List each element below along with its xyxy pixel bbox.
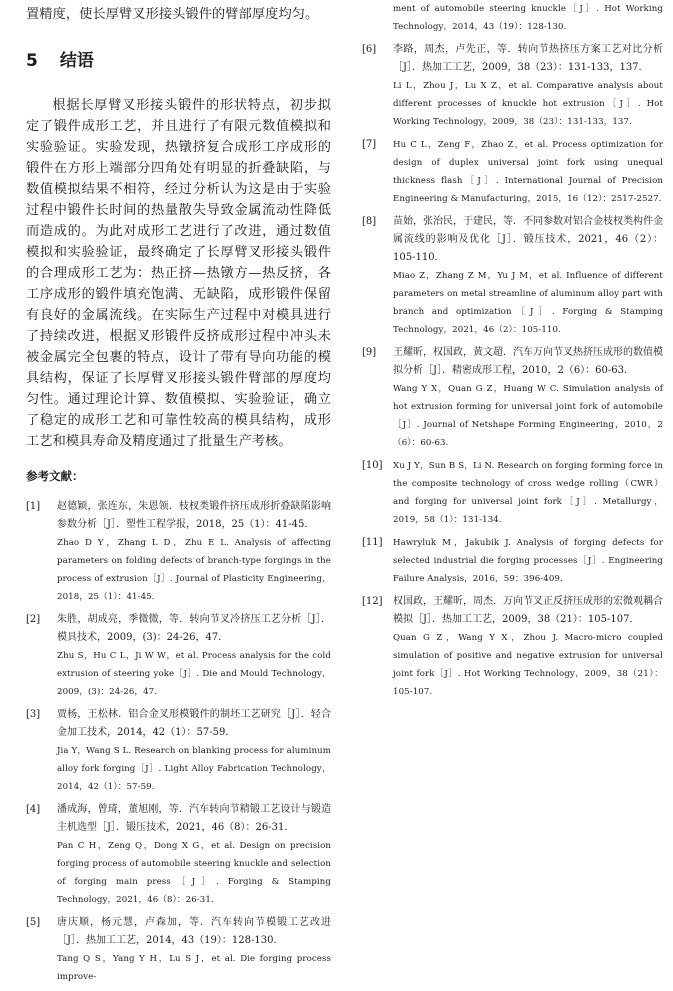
reference-number: [8] <box>362 216 377 227</box>
reference-en: Jia Y，Wang S L. Research on blanking process for aluminum alloy fork forging［J］. Light Alloy Fabrication Technology，2014，42（1）：57-59. <box>57 746 331 792</box>
section-title: 结语 <box>59 51 94 71</box>
section-number: 5 <box>26 51 38 71</box>
reference-number: [9] <box>362 347 377 358</box>
reference-continuation <box>362 0 663 36</box>
reference-en: Hu C L，Zeng F，Zhao Z，et al. Process optimization for design of duplex universal joint fork using unequal thickness flash［J］. International Journal of Precision Engineering & Manufacturing，2015，16（12）：2517-2527. <box>393 140 663 204</box>
reference-item <box>362 534 663 588</box>
reference-number: [3] <box>26 709 41 720</box>
reference-en: Tang Q S，Yang Y H，Lu S J，et al. Die forging process improve- <box>57 954 331 982</box>
reference-item <box>26 801 331 909</box>
reference-number: [11] <box>362 537 383 548</box>
reference-item <box>26 611 331 701</box>
reference-en: Xu J Y，Sun B S，Li N. Research on forging forming force in the composite technology of cross wedge rolling（CWR）and forging for universal joint fork［J］. Metallurgy，2019，58（1）：131-134. <box>393 461 663 525</box>
references-heading: 参考文献： <box>26 469 84 483</box>
reference-item <box>362 136 663 208</box>
reference-cn: 唐庆顺，杨元慧，卢森加，等．汽车转向节模锻工艺改进［J］．热加工工艺，2014，43（19）：128-130． <box>57 917 331 946</box>
reference-cn: 赵德颖，张连东，朱恩领．枝杈类锻件挤压成形折叠缺陷影响参数分析［J］．塑性工程学报，2018，25（1）：41-45． <box>57 501 331 530</box>
reference-item <box>362 41 663 131</box>
references-left-list <box>26 498 331 986</box>
top-line: 置精度，使长厚臂叉形接头锻件的臂部厚度均匀。 <box>26 7 319 22</box>
right-column <box>362 0 663 706</box>
conclusion-paragraph: 根据长厚臂叉形接头锻件的形状特点，初步拟定了锻件成形工艺，并且进行了有限元数值模拟和实验验证。实验发现，热镦挤复合成形工序成形的锻件在方形上端部分四角处有明显的折叠缺陷，与数值模拟结果不相符，经过分析认为这是由于实验过程中锻件长时间的热量散失导致金属流动性降低而造成的。为此对成形工艺进行了改进，通过数值模拟和实验验证，最终确定了长厚臂叉形接头锻件的合理成形工艺为：热正挤—热镦方—热反挤，各工序成形的锻件填充饱满、无缺陷，成形锻件保留有良好的金属流线。在实际生产过程中对模具进行了持续改进，根据叉形锻件反挤成形过程中冲头未被金属完全包裹的特点，设计了带有导向功能的模具结构，保证了长厚臂叉形接头锻件臂部的厚度均匀性。通过理论计算、数值模拟、实验验证，确立了稳定的成形工艺和可靠性较高的模具结构，成形工艺和模具寿命及精度通过了批量生产考核。 <box>26 98 331 449</box>
reference-cn: 潘成海，曾琦，董旭刚，等．汽车转向节精锻工艺设计与锻造主机选型［J］．锻压技术，2021，46（8）：26-31． <box>57 804 331 833</box>
section-heading <box>26 49 331 73</box>
reference-number: [1] <box>26 501 41 512</box>
reference-cn: 李路，周杰，卢先正，等．转向节热挤压方案工艺对比分析［J］．热加工工艺，2009，38（23）：131-133，137． <box>393 44 663 73</box>
reference-number: [7] <box>362 139 377 150</box>
reference-en: Pan C H，Zeng Q，Dong X G，et al. Design on precision forging process of automobile steering knuckle and selection of forging main press［J］. Forging & Stamping Technology，2021，46（8）：26-31. <box>57 841 331 905</box>
reference-en: Wang Y X，Quan G Z，Huang W C. Simulation analysis of hot extrusion forming for universal joint fork of automobile［J］. Journal of Netshape Forming Engineering，2010，2（6）：60-63. <box>393 384 663 448</box>
reference-number: [5] <box>26 917 41 928</box>
reference-en: Li L，Zhou J，Lu X Z，et al. Comparative analysis about different processes of knuckle hot extrusion［J］. Hot Working Technology，2009，38（23）：131-133，137. <box>393 81 663 127</box>
reference-en: Hawryluk M，Jakubik J. Analysis of forging defects for selected industrial die forging processes［J］. Engineering Failure Analysis，2016，59：396-409. <box>393 538 663 584</box>
reference-item <box>362 213 663 339</box>
reference-number: [4] <box>26 804 41 815</box>
reference-item <box>362 593 663 701</box>
reference-cn: 王耀昕，权国政，黄文超．汽车万向节叉热挤压成形的数值模拟分析［J］．精密成形工程，2010，2（6）：60-63． <box>393 347 663 376</box>
reference-number: [10] <box>362 460 383 471</box>
left-column <box>26 4 331 991</box>
reference-item <box>362 344 663 452</box>
reference-en: Miao Z，Zhang Z M，Yu J M，et al. Influence of different parameters on metal streamline of aluminum alloy part with branch and optimization［J］. Forging & Stamping Technology，2021，46（2）：105-110. <box>393 271 663 335</box>
reference-item <box>26 706 331 796</box>
reference-item <box>26 498 331 606</box>
reference-cn: 苗始，张治民，于建民，等．不同参数对铝合金枝杈类构件金属流线的影响及优化［J］．锻压技术，2021，46（2）：105-110． <box>393 216 663 263</box>
reference-number: [6] <box>362 44 377 55</box>
reference-item <box>362 457 663 529</box>
reference-en: Zhu S，Hu C L，Ji W W，et al. Process analysis for the cold extrusion of steering yoke［J］. Die and Mould Technology，2009，(3)：24-26，47. <box>57 651 331 697</box>
reference-cn: 贾杨，王松林．铝合金叉形模锻件的制坯工艺研究［J］．轻合金加工技术，2014，42（1）：57-59． <box>57 709 331 738</box>
reference-number: [2] <box>26 614 41 625</box>
reference-en: ment of automobile steering knuckle［J］. Hot Working Technology，2014，43（19）：128-130. <box>393 4 663 32</box>
reference-item <box>26 914 331 986</box>
reference-en: Quan G Z，Wang Y X，Zhou J. Macro-micro coupled simulation of positive and negative extrusion for universal joint fork［J］. Hot Working Technology，2009，38（21）：105-107. <box>393 633 663 697</box>
reference-cn: 权国政，王耀昕，周杰．万向节叉正反挤压成形的宏微观耦合模拟［J］．热加工工艺，2009，38（21）：105-107． <box>393 596 663 625</box>
reference-en: Zhao D Y，Zhang L D，Zhu E L. Analysis of affecting parameters on folding defects of branch-type forgings in the process of extrusion［J］. Journal of Plasticity Engineering，2018，25（1）：41-45. <box>57 538 331 602</box>
reference-number: [12] <box>362 596 383 607</box>
reference-cn: 朱胜，胡成亮，季微微，等．转向节叉冷挤压工艺分析［J］．模具技术，2009，(3)：24-26，47． <box>57 614 331 643</box>
